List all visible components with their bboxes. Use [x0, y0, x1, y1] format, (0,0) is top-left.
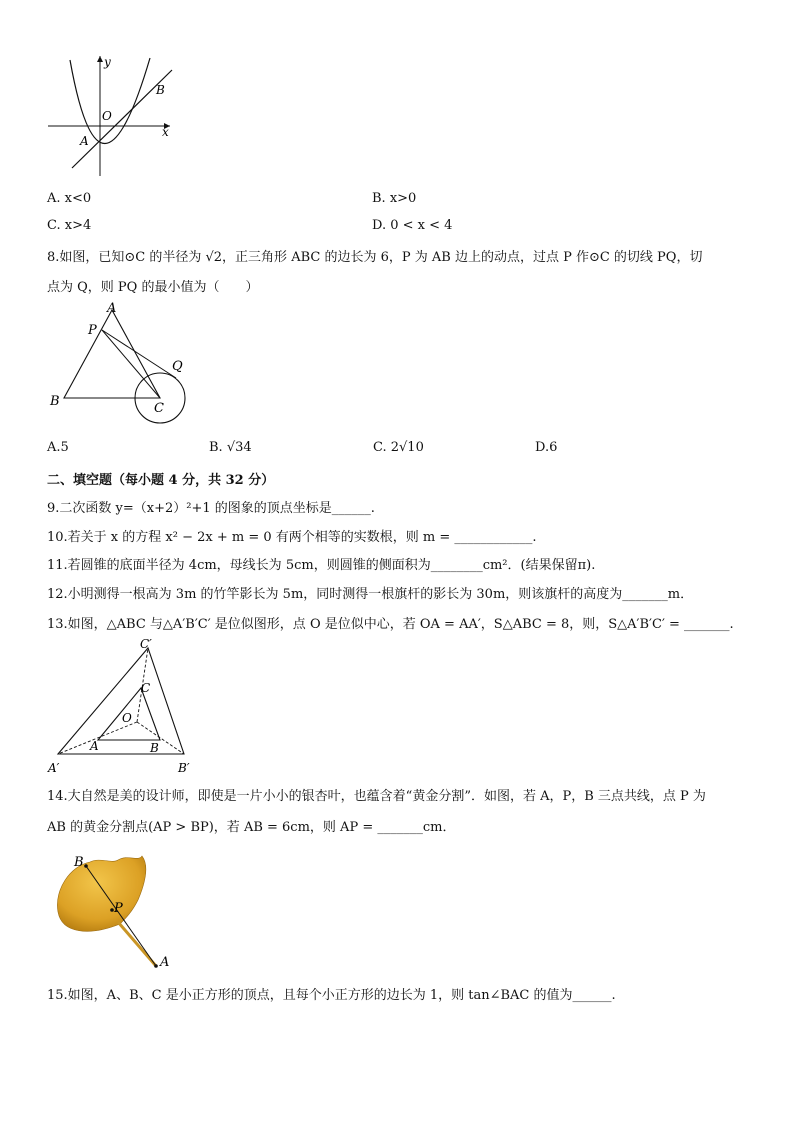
label-b1: B′	[178, 761, 190, 775]
q8-figure	[44, 300, 194, 425]
q8-option-b: B. √34	[209, 440, 252, 455]
q8-option-c: C. 2√10	[373, 440, 424, 455]
point-b	[84, 864, 88, 868]
label-y: y	[104, 55, 111, 69]
label-p: P	[114, 901, 123, 916]
q8-option-d: D.6	[535, 440, 558, 455]
q7-option-d: D. 0 < x < 4	[372, 218, 453, 233]
q9-text: 9.二次函数 y=（x+2）²+1 的图象的顶点坐标是______.	[47, 501, 375, 516]
triangle-abc	[64, 310, 160, 398]
label-c1: C′	[140, 637, 152, 651]
q11-text: 11.若圆锥的底面半径为 4cm，母线长为 5cm，则圆锥的侧面积为________cm²．(结果保留π).	[47, 558, 596, 573]
label-a: A	[90, 739, 99, 753]
label-o: O	[122, 711, 132, 725]
q8-option-a: A.5	[47, 440, 69, 455]
section-heading: 二、填空题（每小题 4 分，共 32 分）	[47, 473, 275, 488]
segment-pc	[102, 330, 160, 398]
point-a	[154, 964, 158, 968]
q7-option-b: B. x>0	[372, 191, 417, 206]
q15-text: 15.如图，A、B、C 是小正方形的顶点，且每个小正方形的边长为 1，则 tan∠BAC 的值为______.	[47, 988, 616, 1003]
label-q: Q	[172, 359, 183, 374]
ginkgo-leaf-figure	[50, 852, 180, 974]
segment-pq	[102, 330, 176, 378]
label-b: B	[150, 741, 159, 755]
label-x: x	[162, 125, 169, 139]
label-o: O	[102, 109, 112, 123]
q7-option-c: C. x>4	[47, 218, 92, 233]
q7-figure	[40, 48, 185, 178]
q13-figure	[44, 636, 204, 781]
label-p: P	[88, 323, 97, 338]
label-a1: A′	[48, 761, 60, 775]
ginkgo-stem	[118, 922, 156, 966]
label-a: A	[107, 301, 117, 316]
label-b: B	[74, 855, 84, 870]
label-c: C	[154, 401, 164, 416]
dash-o-b1	[137, 722, 184, 754]
q14-line2: AB 的黄金分割点(AP > BP)，若 AB = 6cm，则 AP = _______cm．	[47, 820, 456, 835]
q8-line1: 8.如图，已知⊙C 的半径为 √2，正三角形 ABC 的边长为 6，P 为 AB 边上的动点，过点 P 作⊙C 的切线 PQ，切	[47, 250, 703, 265]
q7-option-a: A. x<0	[47, 191, 92, 206]
label-a: A	[80, 134, 89, 148]
triangle-a1b1c1	[58, 648, 184, 754]
label-c: C	[141, 681, 151, 695]
q10-text: 10.若关于 x 的方程 x² − 2x + m = 0 有两个相等的实数根，则 m = ____________.	[47, 530, 537, 545]
q12-text: 12.小明测得一根高为 3m 的竹竿影长为 5m，同时测得一根旗杆的影长为 30m，则该旗杆的高度为_______m．	[47, 587, 694, 602]
ginkgo-leaf	[57, 856, 145, 931]
q8-line2: 点为 Q，则 PQ 的最小值为（ ）	[47, 280, 259, 295]
q14-line1: 14.大自然是美的设计师，即使是一片小小的银杏叶，也蕴含着“黄金分割”．如图，若 A，P，B 三点共线，点 P 为	[47, 789, 706, 804]
label-a: A	[160, 955, 170, 970]
q13-text: 13.如图，△ABC 与△A′B′C′ 是位似图形，点 O 是位似中心，若 OA = AA′，S△ABC = 8，则，S△A′B′C′ = _______.	[47, 617, 734, 632]
label-b: B	[50, 394, 60, 409]
label-b: B	[156, 83, 165, 97]
